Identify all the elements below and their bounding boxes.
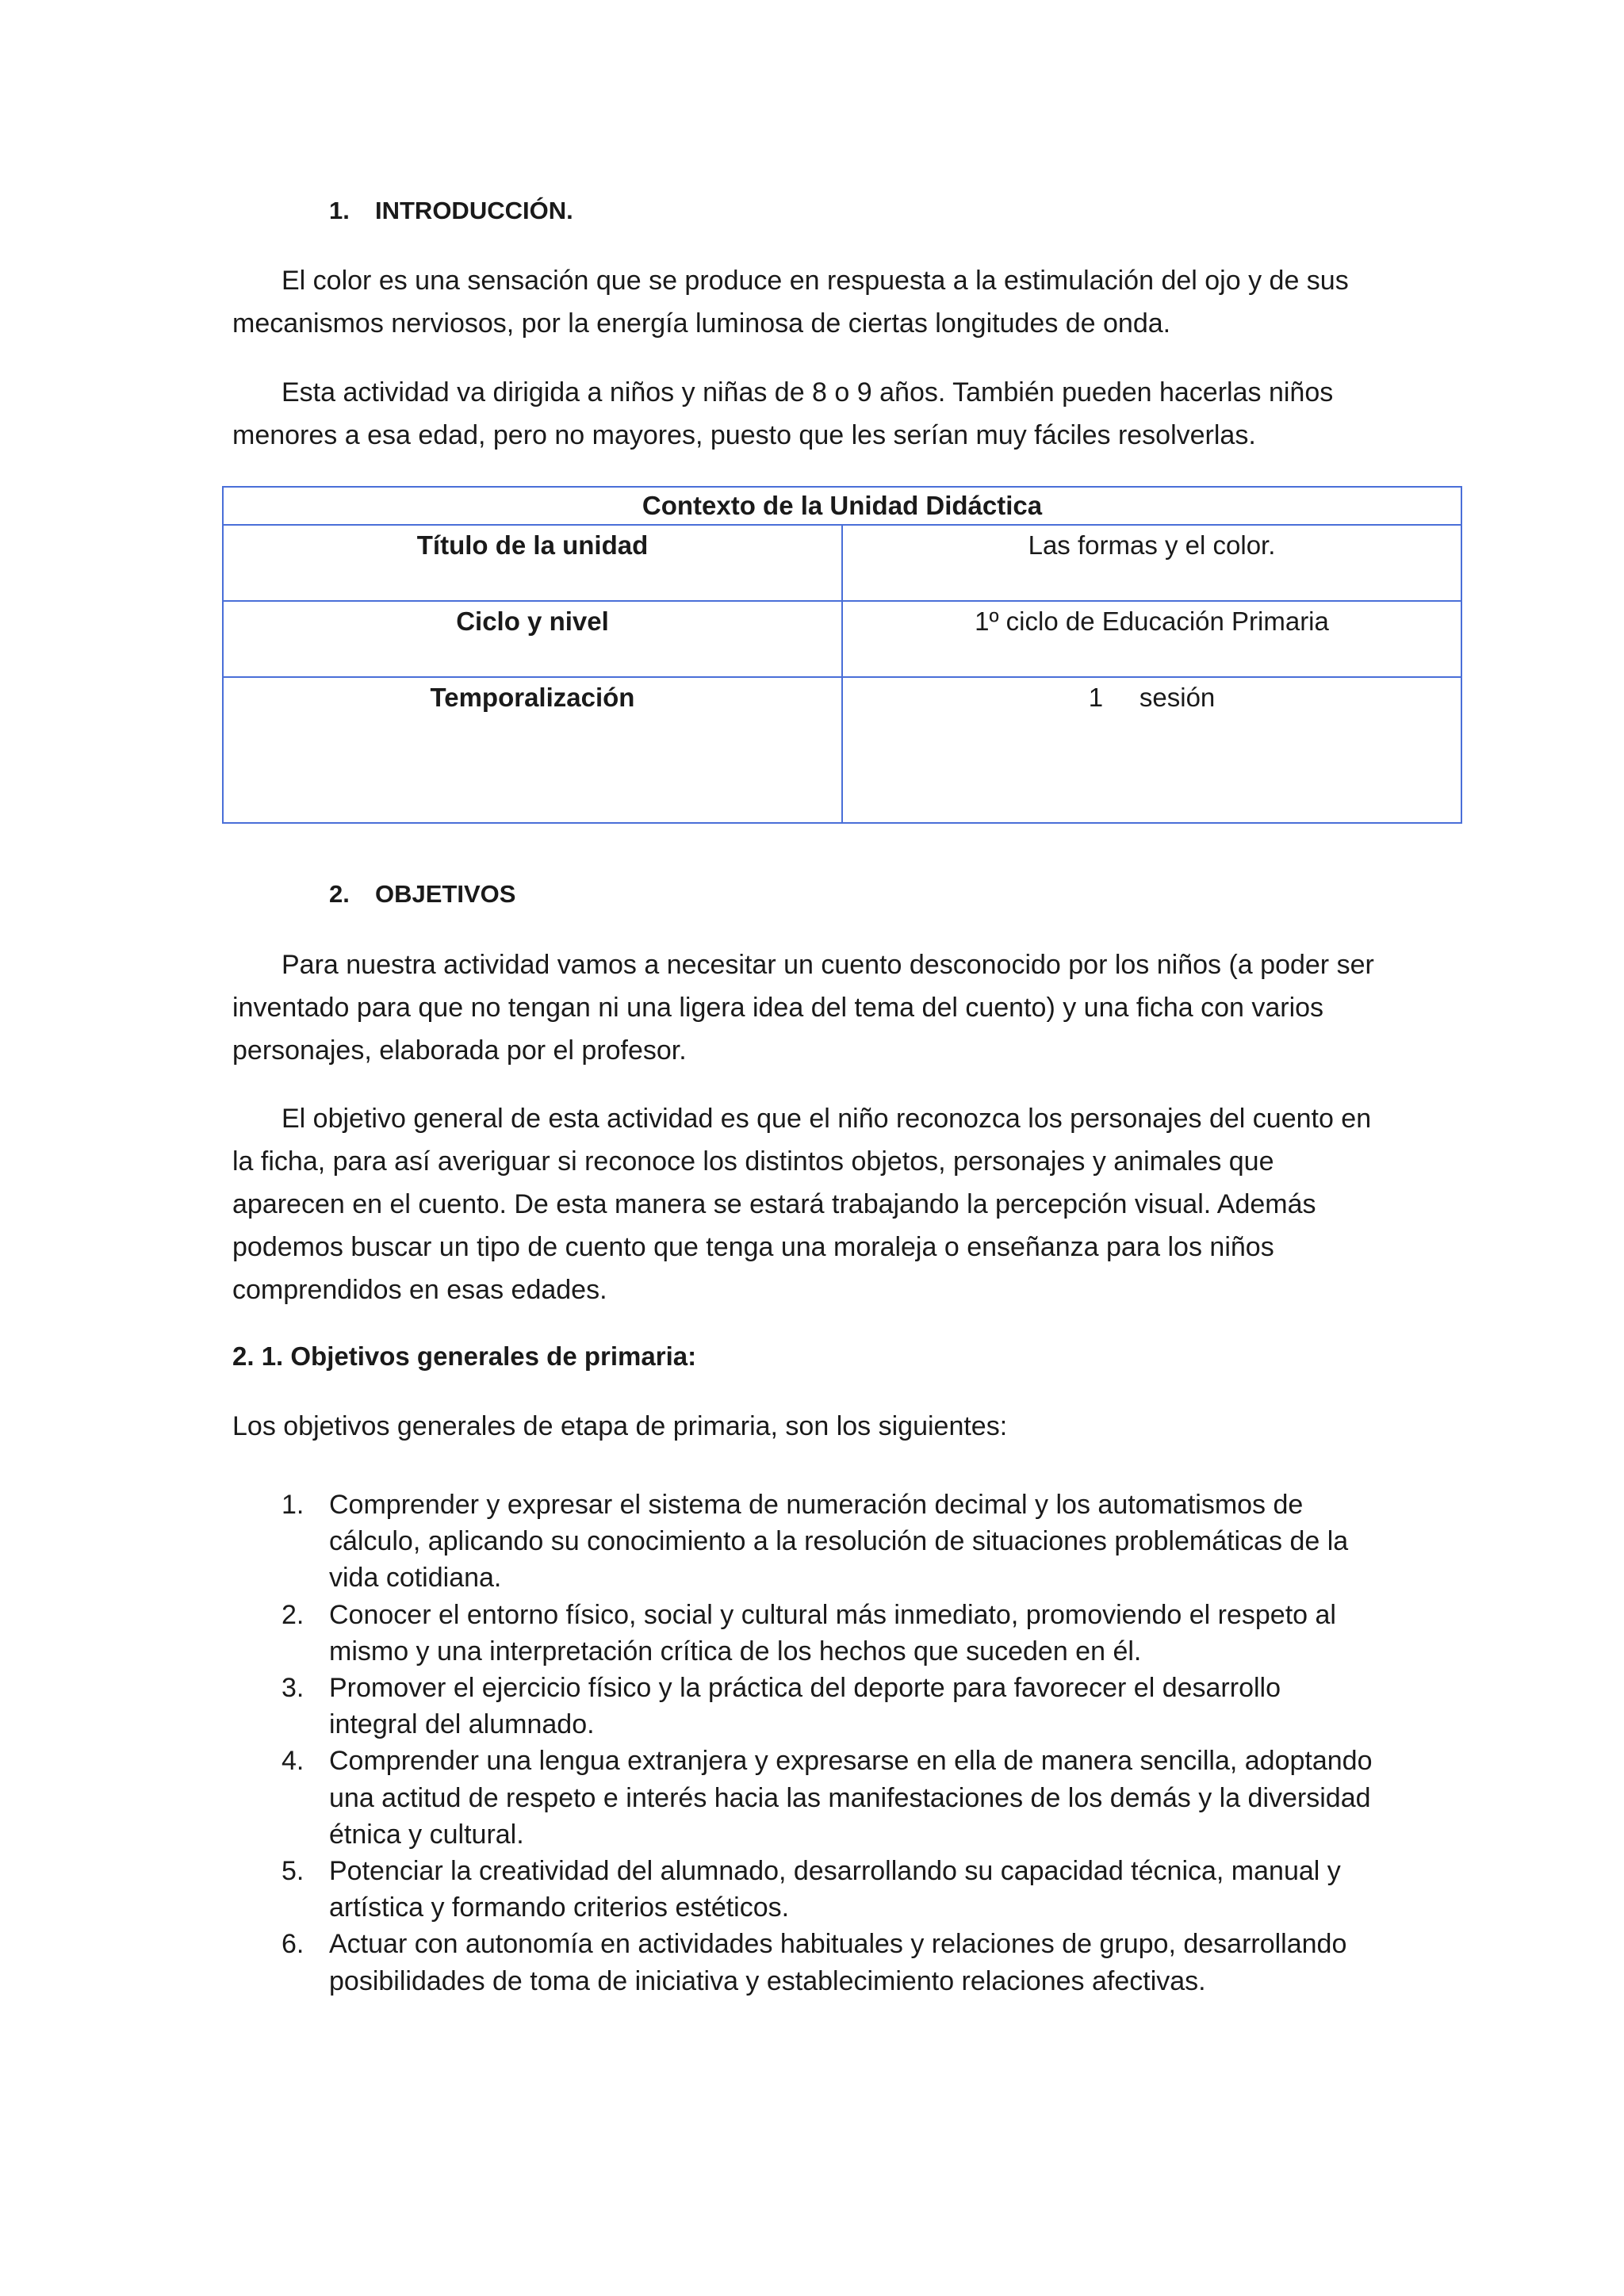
list-number: 4.: [282, 1746, 304, 1777]
list-line: étnica y cultural.: [329, 1819, 524, 1850]
list-line: posibilidades de toma de iniciativa y establecimiento relaciones afectivas.: [329, 1965, 1206, 1996]
table-value: Las formas y el color.: [842, 525, 1461, 601]
list-line: Actuar con autonomía en actividades habituales y relaciones de grupo, desarrollando: [329, 1929, 1347, 1960]
table-label: Temporalización: [223, 677, 842, 823]
section-2-heading: [329, 880, 515, 909]
paragraph-line: Para nuestra actividad vamos a necesitar un cuento desconocido por los niños (a poder ser: [282, 950, 1374, 980]
list-number: 6.: [282, 1929, 304, 1960]
list-line: artística y formando criterios estéticos.: [329, 1892, 790, 1923]
list-line: Potenciar la creatividad del alumnado, desarrollando su capacidad técnica, manual y: [329, 1856, 1341, 1887]
section-1-heading: [329, 197, 573, 225]
paragraph-line: comprendidos en esas edades.: [232, 1275, 607, 1305]
table-label: Ciclo y nivel: [223, 601, 842, 677]
list-line: mismo y una interpretación crítica de los hechos que suceden en él.: [329, 1636, 1142, 1667]
table-label: Título de la unidad: [223, 525, 842, 601]
paragraph-line: inventado para que no tengan ni una ligera idea del tema del cuento) y una ficha con varios: [232, 993, 1324, 1023]
section-number: 1.: [329, 197, 350, 224]
paragraph-line: El color es una sensación que se produce en respuesta a la estimulación del ojo y de sus: [282, 266, 1349, 296]
table-row: [223, 601, 1461, 677]
list-number: 5.: [282, 1856, 304, 1887]
section-number: 2.: [329, 880, 350, 908]
table-header: Contexto de la Unidad Didáctica: [223, 487, 1461, 525]
paragraph-line: aparecen en el cuento. De esta manera se estará trabajando la percepción visual. Además: [232, 1189, 1316, 1219]
list-line: integral del alumnado.: [329, 1709, 595, 1740]
paragraph-line: menores a esa edad, pero no mayores, puesto que les serían muy fáciles resolverlas.: [232, 420, 1256, 450]
paragraph-line: El objetivo general de esta actividad es que el niño reconozca los personajes del cuento en: [282, 1104, 1372, 1134]
paragraph-line: podemos buscar un tipo de cuento que tenga una moraleja o enseñanza para los niños: [232, 1232, 1274, 1262]
list-number: 2.: [282, 1599, 304, 1630]
context-table: [222, 486, 1462, 824]
paragraph-line: la ficha, para así averiguar si reconoce los distintos objetos, personajes y animales que: [232, 1146, 1274, 1177]
objectives-list: [282, 1487, 1373, 1999]
list-intro: Los objetivos generales de etapa de primaria, son los siguientes:: [232, 1411, 1008, 1441]
paragraph-line: Esta actividad va dirigida a niños y niñas de 8 o 9 años. También pueden hacerlas niños: [282, 377, 1334, 408]
list-number: 3.: [282, 1673, 304, 1704]
paragraph-line: mecanismos nerviosos, por la energía luminosa de ciertas longitudes de onda.: [232, 308, 1171, 339]
list-line: vida cotidiana.: [329, 1563, 502, 1594]
table-value: 1º ciclo de Educación Primaria: [842, 601, 1461, 677]
paragraph-line: personajes, elaborada por el profesor.: [232, 1035, 687, 1066]
list-number: 1.: [282, 1490, 304, 1520]
list-item: [282, 1926, 1373, 1999]
table-row: [223, 677, 1461, 823]
table-value: 1 sesión: [842, 677, 1461, 823]
section-title: OBJETIVOS: [375, 880, 516, 908]
list-item: [282, 1670, 1373, 1743]
subsection-heading: 2. 1. Objetivos generales de primaria:: [232, 1341, 697, 1371]
table-header-row: [223, 487, 1461, 525]
list-line: Comprender y expresar el sistema de numeración decimal y los automatismos de: [329, 1490, 1304, 1520]
list-line: una actitud de respeto e interés hacia las manifestaciones de los demás y la diversidad: [329, 1782, 1371, 1813]
list-item: [282, 1487, 1373, 1597]
list-line: Conocer el entorno físico, social y cultural más inmediato, promoviendo el respeto al: [329, 1599, 1336, 1630]
list-line: cálculo, aplicando su conocimiento a la resolución de situaciones problemáticas de la: [329, 1526, 1349, 1557]
table-row: [223, 525, 1461, 601]
list-item: [282, 1743, 1373, 1853]
list-line: Comprender una lengua extranjera y expresarse en ella de manera sencilla, adoptando: [329, 1746, 1373, 1777]
list-line: Promover el ejercicio físico y la práctica del deporte para favorecer el desarrollo: [329, 1673, 1281, 1704]
section-title: INTRODUCCIÓN.: [375, 197, 573, 224]
list-item: [282, 1853, 1373, 1926]
list-item: [282, 1597, 1373, 1670]
